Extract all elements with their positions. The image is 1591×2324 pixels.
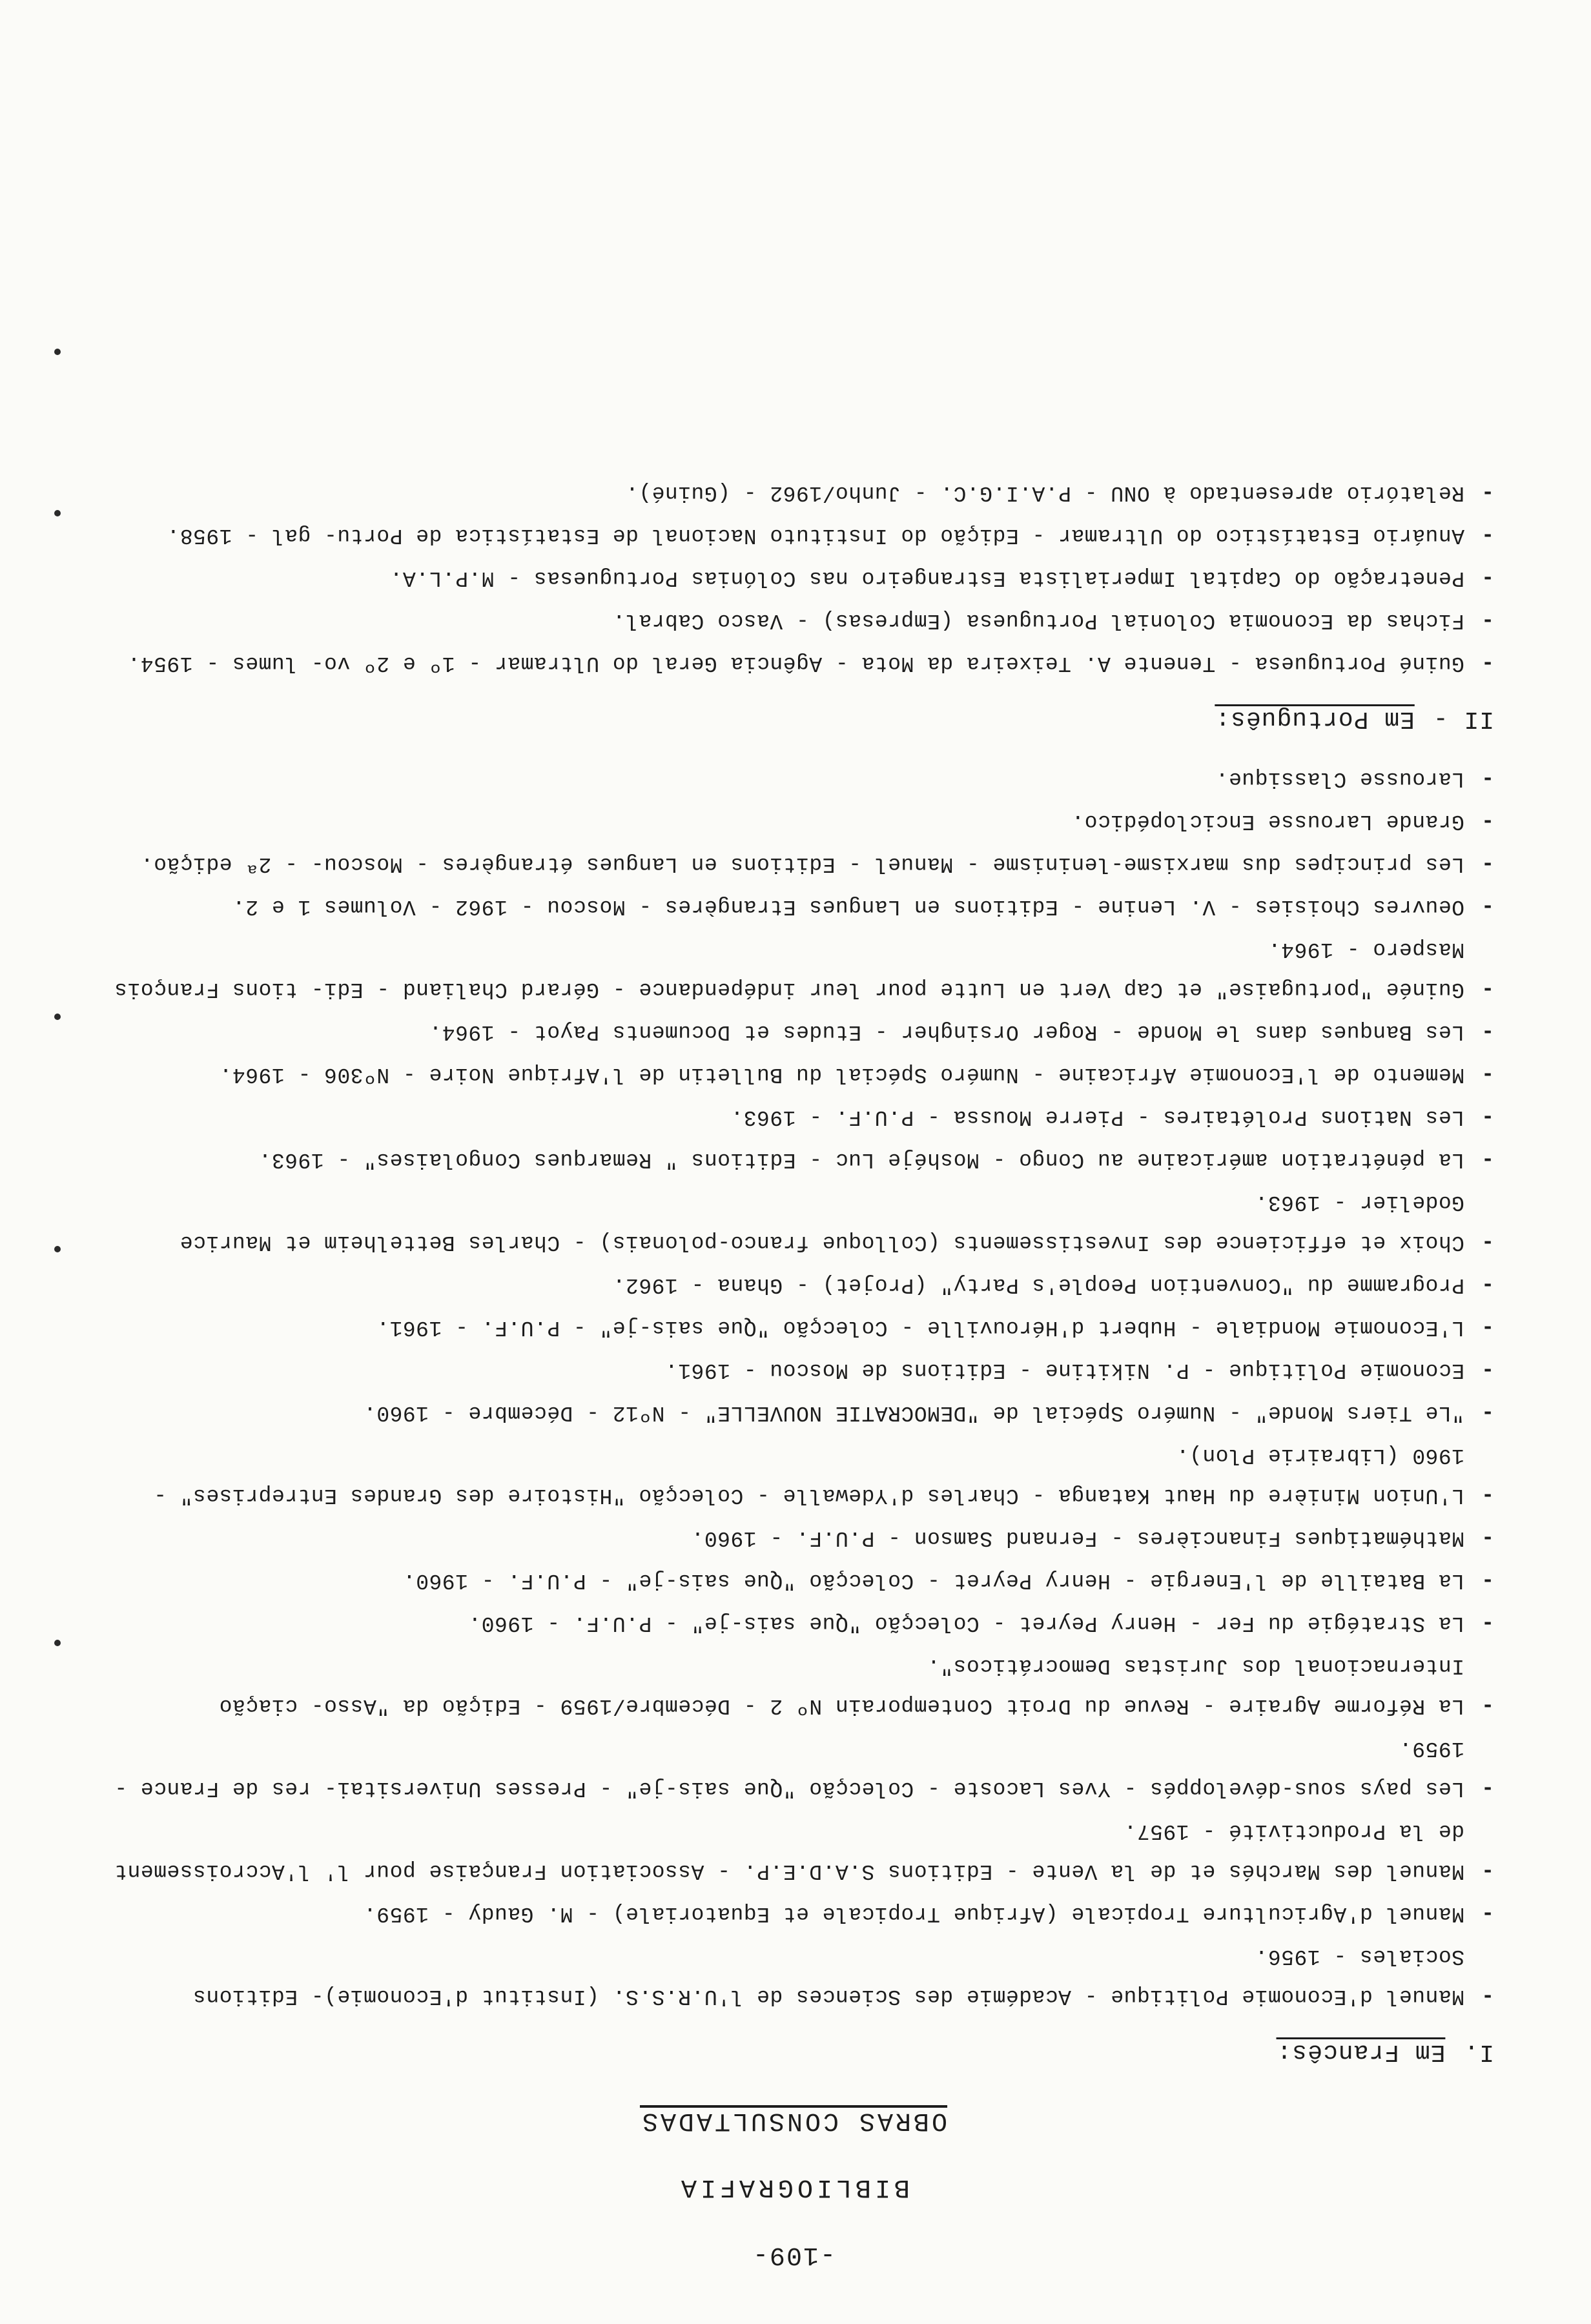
- list-dash: -: [1481, 1358, 1494, 1382]
- page-title: BIBLIOGRAFIA: [677, 2172, 910, 2201]
- list-dash: -: [1481, 1020, 1494, 1044]
- reference-entry: [93, 1936, 1494, 2016]
- list-dash: -: [1481, 1063, 1494, 1086]
- section-number: II -: [1432, 705, 1494, 733]
- reference-entry: [93, 1560, 1494, 1600]
- reference-text: Les principes dus marxisme-leninisme - Manuel - Editions en Langues étrangères - Moscou- - 2ª edição.: [140, 852, 1464, 876]
- reference-entry: [93, 1097, 1494, 1137]
- section-heading: [93, 2038, 1494, 2066]
- reference-entry: [93, 1646, 1494, 1726]
- scan-mark: [54, 1246, 61, 1252]
- list-dash: -: [1481, 1611, 1494, 1635]
- reference-text: Manuel d'Agriculture Tropicale (Afrique Tropicale et Equatoriale) - M. Gaudy - 1959.: [363, 1902, 1464, 1926]
- reference-text: Larousse Classique.: [1215, 767, 1464, 791]
- reference-entry: [93, 929, 1494, 1009]
- list-dash: -: [1481, 1694, 1494, 1718]
- reference-entry: [93, 1012, 1494, 1052]
- reference-text: Manuel des Marchés et de la Vente - Editions S.A.D.E.P. - Association Française pour l' l'Accroissement de la Productivité - 1957.: [101, 1819, 1464, 1883]
- reference-entry: [93, 515, 1494, 555]
- list-dash: -: [1481, 609, 1494, 633]
- scan-mark: [54, 1014, 61, 1020]
- list-dash: -: [1481, 977, 1494, 1001]
- scan-mark: [54, 510, 61, 516]
- reference-text: Programme du "Convention People's Party" (Projet) - Ghana - 1962.: [612, 1273, 1464, 1297]
- reference-text: La pénétration américaine au Congo - Moshéje Luc - Editions " Remarques Congolaises" - 1963.: [258, 1148, 1464, 1172]
- reference-text: Mathématiques Financières - Fernand Samson - P.U.F. - 1960.: [691, 1526, 1464, 1550]
- reference-list-portuguese: [93, 473, 1494, 683]
- reference-entry: [93, 1893, 1494, 1933]
- list-dash: -: [1481, 895, 1494, 919]
- list-dash: -: [1481, 767, 1494, 791]
- reference-entry: [93, 1054, 1494, 1094]
- list-dash: -: [1481, 1105, 1494, 1129]
- list-dash: -: [1481, 566, 1494, 590]
- reference-text: La Stratégie du Fer - Henry Peyret - Colecção "Que sais-je" - P.U.F. - 1960.: [467, 1611, 1464, 1635]
- reference-text: Economie Politique - P. Nikitine - Editions de Moscou - 1961.: [664, 1358, 1464, 1382]
- reference-entry: [93, 844, 1494, 884]
- reference-entry: [93, 1392, 1494, 1432]
- reference-text: Grande Larousse Enciclopédico.: [1071, 810, 1464, 833]
- reference-text: Guiné Portuguesa - Tenente A. Teixeira da Mota - Agência Geral do Ultramar - 1º e 2º vo- lumes - 1954.: [127, 651, 1464, 675]
- reference-text: "Le Tiers Monde" - Numéro Spécial de "DEMOCRATIE NOUVELLE" - Nº12 - Décembre - 1960.: [363, 1401, 1464, 1425]
- section-number: I.: [1463, 2038, 1494, 2066]
- reference-text: Anuário Estatístico do Ultramar - Edição do Instituto Nacional de Estatística de Portu- gal - 1958.: [166, 524, 1464, 547]
- reference-entry: [93, 1518, 1494, 1558]
- list-dash: -: [1481, 481, 1494, 505]
- reference-entry: [93, 801, 1494, 841]
- reference-entry: [93, 1811, 1494, 1891]
- reference-text: La Bataille de l'Energie - Henry Peyret - Colecção "Que sais-je" - P.U.F. - 1960.: [402, 1569, 1464, 1593]
- reference-entry: [93, 1307, 1494, 1347]
- reference-text: Les pays sous-développés - Yves Lacoste - Colecção "Que sais-je" - Presses Universitai- res de France - 1959.: [101, 1737, 1464, 1800]
- section-portuguese: [93, 473, 1494, 733]
- section-french: [93, 759, 1494, 2066]
- reference-text: Fichas da Economia Colonial Portuguesa (Empresas) - Vasco Cabral.: [612, 609, 1464, 633]
- section-heading: [93, 705, 1494, 733]
- list-dash: -: [1481, 651, 1494, 675]
- list-dash: -: [1481, 1777, 1494, 1800]
- list-dash: -: [1481, 1273, 1494, 1297]
- reference-entry: [93, 600, 1494, 640]
- reference-text: Choix et efficience des Investissements (Colloque franco-polonais) - Charles Bettelheim et Maurice Godelier - 1963.: [166, 1190, 1464, 1254]
- list-dash: -: [1481, 810, 1494, 833]
- reference-text: Les Nations Prolétaires - Pierre Moussa - P.U.F. - 1963.: [730, 1105, 1464, 1129]
- reference-text: Relatório apresentado à ONU - P.A.I.G.C. - Junho/1962 - (Guiné).: [625, 481, 1464, 505]
- reference-text: La Réforme Agraire - Revue du Droit Contemporain Nº 2 - Décembre/1959 - Edição da "Asso- ciação Internacional dos Juristas Democráticos".: [205, 1654, 1464, 1718]
- reference-entry: [93, 1265, 1494, 1305]
- reference-text: Oeuvres Choisies - V. Lenine - Editions en Langues Etrangères - Moscou - 1962 - Volumes 1 e 2.: [232, 895, 1464, 919]
- reference-entry: [93, 1139, 1494, 1179]
- list-dash: -: [1481, 1230, 1494, 1254]
- list-dash: -: [1481, 1316, 1494, 1340]
- reference-entry: [93, 886, 1494, 926]
- reference-entry: [93, 643, 1494, 683]
- reference-entry: [93, 1603, 1494, 1643]
- subtitle-text: OBRAS CONSULTADAS: [639, 2106, 948, 2135]
- section-title: Em Francês:: [1276, 2038, 1446, 2066]
- reference-text: Penetração do Capital Imperialista Estrangeiro nas Colónias Portuguesas - M.P.L.A.: [389, 566, 1464, 590]
- subtitle: [93, 2106, 1494, 2135]
- list-dash: -: [1481, 1569, 1494, 1593]
- page-content: [93, 470, 1494, 2269]
- list-dash: -: [1481, 1401, 1494, 1425]
- reference-entry: [93, 1350, 1494, 1390]
- list-dash: -: [1481, 1526, 1494, 1550]
- page-number: -109-: [751, 2240, 836, 2269]
- reference-text: Les Banques dans le Monde - Roger Orsingher - Etudes et Documents Payot - 1964.: [429, 1020, 1464, 1044]
- scan-mark: [54, 349, 61, 355]
- reference-entry: [93, 473, 1494, 513]
- list-dash: -: [1481, 1859, 1494, 1883]
- reference-entry: [93, 558, 1494, 598]
- reference-text: L'Union Minière du Haut Katanga - Charles d'Ydewalle - Colecção "Histoire des Grandes Entreprises" - 1960 (Librairie Plon).: [140, 1443, 1464, 1507]
- reference-entry: [93, 1435, 1494, 1515]
- list-dash: -: [1481, 1984, 1494, 2008]
- reference-entry: [93, 1182, 1494, 1262]
- list-dash: -: [1481, 1148, 1494, 1172]
- reference-text: Guinée "portugaise" et Cap Vert en Lutte pour leur indépendance - Gérard Chaliand - Edi- tions François Maspero - 1964.: [101, 937, 1464, 1001]
- reference-text: L'Economie Mondiale - Hubert d'Hérouville - Colecção "Que sais-je" - P.U.F. - 1961.: [376, 1316, 1464, 1340]
- list-dash: -: [1481, 852, 1494, 876]
- list-dash: -: [1481, 1483, 1494, 1507]
- reference-text: Memento de l'Economie Africaine - Numéro Spécial du Bulletin de l'Afrique Noire - Nº306 - 1964.: [219, 1063, 1464, 1086]
- list-dash: -: [1481, 1902, 1494, 1926]
- reference-entry: [93, 759, 1494, 799]
- scan-mark: [54, 1640, 61, 1646]
- list-dash: -: [1481, 524, 1494, 547]
- reference-list-french: [93, 759, 1494, 2016]
- section-title: Em Português:: [1215, 705, 1415, 733]
- reference-text: Manuel d'Economie Politique - Académie des Sciences de l'U.R.S.S. (Institut d'Economie)- Editions Sociales - 1956.: [180, 1944, 1464, 2008]
- reference-entry: [93, 1728, 1494, 1808]
